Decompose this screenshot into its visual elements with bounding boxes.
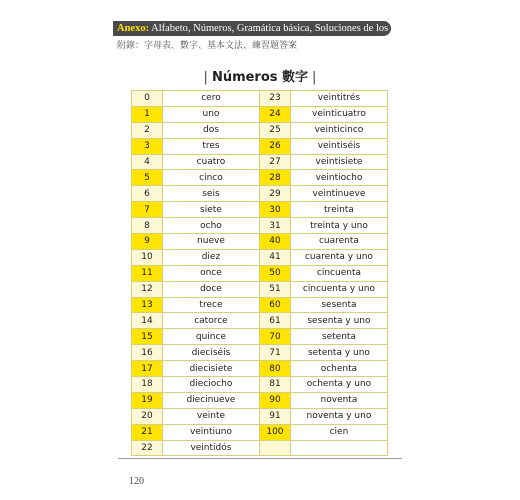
- left-word-cell: dos: [162, 122, 259, 138]
- right-number-cell: 26: [259, 138, 290, 154]
- left-word-cell: diez: [162, 249, 259, 265]
- left-number-cell: 13: [132, 297, 163, 313]
- right-number-cell: 29: [259, 186, 290, 202]
- table-row: [132, 424, 388, 440]
- left-number-cell: 5: [132, 170, 163, 186]
- table-row: [132, 186, 388, 202]
- table-row: [132, 345, 388, 361]
- left-number-cell: 22: [132, 440, 163, 456]
- right-number-cell: 71: [259, 345, 290, 361]
- table-row: [132, 170, 388, 186]
- right-word-cell: veintinueve: [290, 186, 387, 202]
- right-number-cell: 41: [259, 249, 290, 265]
- table-row: [132, 234, 388, 250]
- right-number-cell: 70: [259, 329, 290, 345]
- left-number-cell: 3: [132, 138, 163, 154]
- title-bar-left: |: [203, 70, 208, 85]
- left-number-cell: 8: [132, 218, 163, 234]
- left-word-cell: dieciséis: [162, 345, 259, 361]
- numbers-table: [131, 90, 388, 456]
- right-number-cell: 25: [259, 122, 290, 138]
- table-row: [132, 377, 388, 393]
- right-word-cell: cuarenta: [290, 234, 387, 250]
- left-number-cell: 21: [132, 424, 163, 440]
- right-number-cell: 80: [259, 361, 290, 377]
- left-number-cell: 11: [132, 265, 163, 281]
- left-number-cell: 9: [132, 234, 163, 250]
- right-number-cell: 50: [259, 265, 290, 281]
- left-number-cell: 14: [132, 313, 163, 329]
- left-number-cell: 18: [132, 377, 163, 393]
- right-word-cell: sesenta y uno: [290, 313, 387, 329]
- page-number: 120: [129, 476, 144, 487]
- left-number-cell: 2: [132, 122, 163, 138]
- right-word-cell: setenta: [290, 329, 387, 345]
- left-number-cell: 12: [132, 281, 163, 297]
- table-row: [132, 408, 388, 424]
- right-number-cell: 61: [259, 313, 290, 329]
- left-word-cell: once: [162, 265, 259, 281]
- right-word-cell: treinta: [290, 202, 387, 218]
- left-word-cell: cuatro: [162, 154, 259, 170]
- table-row: [132, 361, 388, 377]
- right-number-cell: [259, 440, 290, 456]
- left-word-cell: veinte: [162, 408, 259, 424]
- right-number-cell: 24: [259, 106, 290, 122]
- left-number-cell: 4: [132, 154, 163, 170]
- left-word-cell: seis: [162, 186, 259, 202]
- left-number-cell: 0: [132, 91, 163, 107]
- right-word-cell: setenta y uno: [290, 345, 387, 361]
- left-word-cell: veintidós: [162, 440, 259, 456]
- table-row: [132, 218, 388, 234]
- right-number-cell: 40: [259, 234, 290, 250]
- table-row: [132, 122, 388, 138]
- left-word-cell: quince: [162, 329, 259, 345]
- left-number-cell: 6: [132, 186, 163, 202]
- right-number-cell: 27: [259, 154, 290, 170]
- left-word-cell: doce: [162, 281, 259, 297]
- right-word-cell: veintiocho: [290, 170, 387, 186]
- right-word-cell: veintiséis: [290, 138, 387, 154]
- left-number-cell: 10: [132, 249, 163, 265]
- right-number-cell: 30: [259, 202, 290, 218]
- table-row: [132, 202, 388, 218]
- section-title: [0, 66, 520, 85]
- left-word-cell: siete: [162, 202, 259, 218]
- right-number-cell: 28: [259, 170, 290, 186]
- left-number-cell: 15: [132, 329, 163, 345]
- left-word-cell: uno: [162, 106, 259, 122]
- right-word-cell: treinta y uno: [290, 218, 387, 234]
- section-title-text: Números 數字: [211, 70, 309, 85]
- right-number-cell: 23: [259, 91, 290, 107]
- left-word-cell: cinco: [162, 170, 259, 186]
- table-row: [132, 392, 388, 408]
- table-row: [132, 154, 388, 170]
- right-word-cell: cincuenta: [290, 265, 387, 281]
- table-row: [132, 297, 388, 313]
- left-word-cell: ocho: [162, 218, 259, 234]
- left-word-cell: cero: [162, 91, 259, 107]
- table-row: [132, 138, 388, 154]
- right-number-cell: 60: [259, 297, 290, 313]
- chapter-banner: [113, 21, 432, 36]
- right-number-cell: 81: [259, 377, 290, 393]
- table-row: [132, 329, 388, 345]
- right-word-cell: noventa y uno: [290, 408, 387, 424]
- right-word-cell: sesenta: [290, 297, 387, 313]
- table-row: [132, 91, 388, 107]
- right-number-cell: 90: [259, 392, 290, 408]
- right-number-cell: 51: [259, 281, 290, 297]
- left-word-cell: nueve: [162, 234, 259, 250]
- right-word-cell: noventa: [290, 392, 387, 408]
- right-number-cell: 31: [259, 218, 290, 234]
- title-bar-right: |: [312, 70, 317, 85]
- table-row: [132, 249, 388, 265]
- left-number-cell: 19: [132, 392, 163, 408]
- left-number-cell: 7: [132, 202, 163, 218]
- right-word-cell: cuarenta y uno: [290, 249, 387, 265]
- table-row: [132, 106, 388, 122]
- right-word-cell: [290, 440, 387, 456]
- left-number-cell: 1: [132, 106, 163, 122]
- right-word-cell: veintitrés: [290, 91, 387, 107]
- banner-label: Anexo:: [117, 23, 150, 34]
- right-word-cell: ochenta y uno: [290, 377, 387, 393]
- left-word-cell: diecisiete: [162, 361, 259, 377]
- left-number-cell: 17: [132, 361, 163, 377]
- footer-rule: [118, 458, 402, 459]
- left-word-cell: trece: [162, 297, 259, 313]
- banner-text: Alfabeto, Números, Gramática básica, Soluciones de los ejercicios: [149, 23, 432, 34]
- right-number-cell: 100: [259, 424, 290, 440]
- right-word-cell: veinticinco: [290, 122, 387, 138]
- left-word-cell: tres: [162, 138, 259, 154]
- left-number-cell: 16: [132, 345, 163, 361]
- left-word-cell: catorce: [162, 313, 259, 329]
- table-row: [132, 281, 388, 297]
- left-word-cell: dieciocho: [162, 377, 259, 393]
- chapter-subtitle: 附錄：字母表、數字、基本文法、練習題答案: [117, 41, 298, 51]
- right-word-cell: cien: [290, 424, 387, 440]
- right-word-cell: ochenta: [290, 361, 387, 377]
- right-word-cell: veinticuatro: [290, 106, 387, 122]
- right-word-cell: cincuenta y uno: [290, 281, 387, 297]
- table-row: [132, 313, 388, 329]
- left-word-cell: diecinueve: [162, 392, 259, 408]
- table-row: [132, 440, 388, 456]
- right-word-cell: veintisiete: [290, 154, 387, 170]
- left-number-cell: 20: [132, 408, 163, 424]
- right-number-cell: 91: [259, 408, 290, 424]
- table-row: [132, 265, 388, 281]
- left-word-cell: veintiuno: [162, 424, 259, 440]
